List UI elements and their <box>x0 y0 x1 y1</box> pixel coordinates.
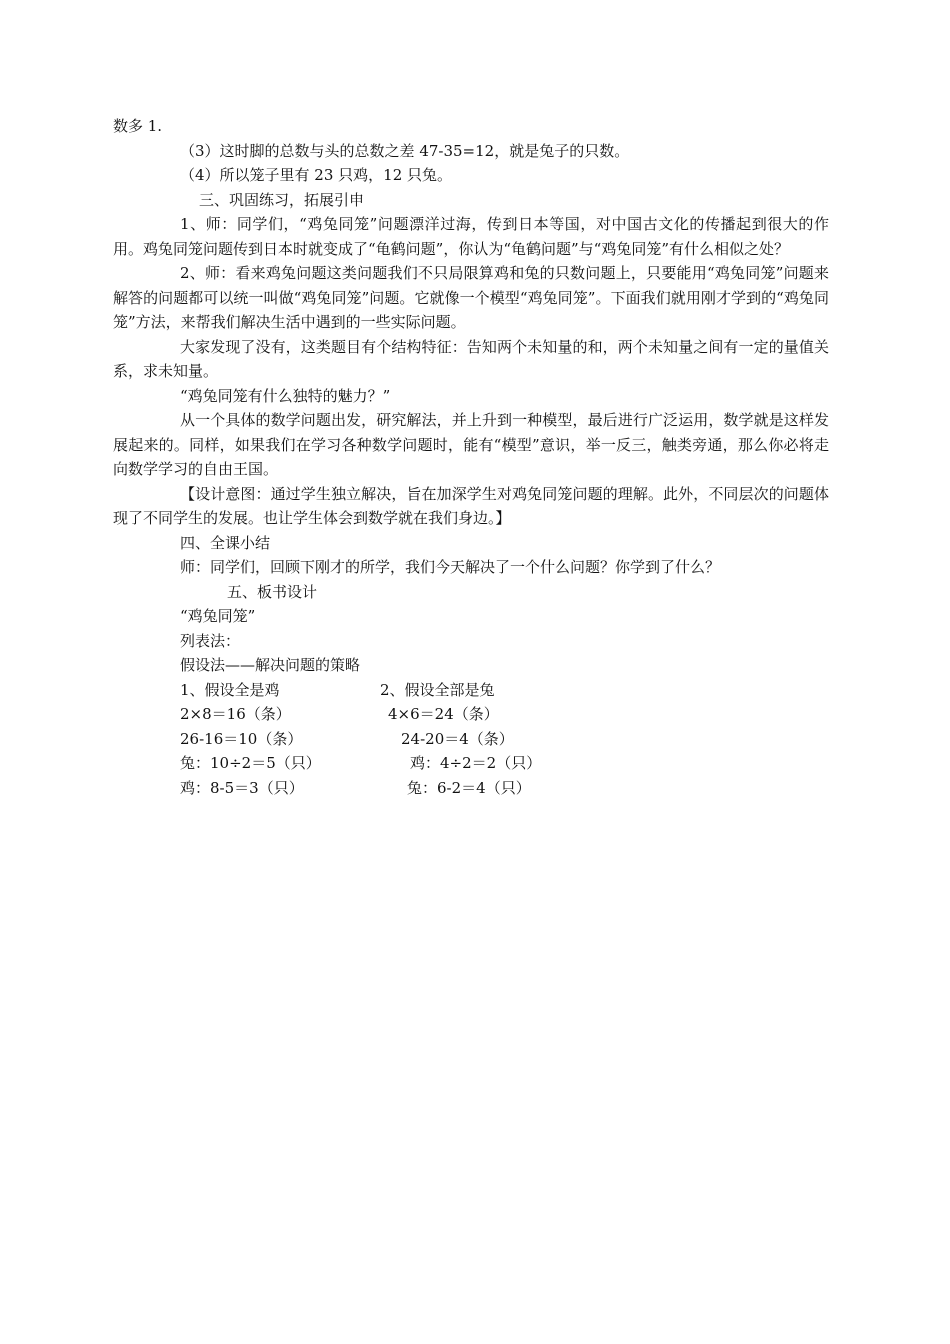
section-heading-5: 五、板书设计 <box>227 582 318 601</box>
section-heading-3: 三、巩固练习，拓展引申 <box>199 190 365 209</box>
board-row <box>113 678 829 703</box>
paragraph: 数多 1. <box>113 117 163 135</box>
board-row-left: 兔：10÷2＝5（只） <box>180 754 321 772</box>
paragraph: 1、师：同学们，“鸡兔同笼”问题漂洋过海，传到日本等国，对中国古文化的传播起到很大的作用。鸡兔同笼问题传到日本时就变成了“龟鹤问题”，你认为“龟鹤问题”与“鸡兔同笼”有什么相似之处？ <box>113 215 829 258</box>
board-row-left: 鸡：8-5＝3（只） <box>180 778 304 797</box>
board-row-left: 2×8＝16（条） <box>180 705 291 723</box>
step-3: （3）这时脚的总数与头的总数之差 47-35=12，就是兔子的只数。 <box>180 141 630 160</box>
board-row <box>113 751 829 776</box>
board-row-left: 1、假设全是鸡 <box>180 680 280 699</box>
document-body <box>113 114 829 800</box>
board-row <box>113 702 829 727</box>
paragraph: 从一个具体的数学问题出发，研究解法，并上升到一种模型，最后进行广泛运用，数学就是这样发展起来的。同样，如果我们在学习各种数学问题时，能有“模型”意识，举一反三，触类旁通，那么你必将走向数学学习的自由王国。 <box>113 411 829 478</box>
section-heading-4: 四、全课小结 <box>180 533 271 552</box>
board-row-right: 24-20＝4（条） <box>401 729 514 748</box>
board-row-left: 26-16＝10（条） <box>180 729 303 748</box>
design-intent-note: 【设计意图：通过学生独立解决，旨在加深学生对鸡兔同笼问题的理解。此外，不同层次的问题体现了不同学生的发展。也让学生体会到数学就在我们身边。】 <box>113 484 829 527</box>
paragraph: 师：同学们，回顾下刚才的所学，我们今天解决了一个什么问题？你学到了什么？ <box>180 558 721 576</box>
board-row-right: 2、假设全部是兔 <box>380 680 495 699</box>
board-line: 假设法——解决问题的策略 <box>180 656 361 674</box>
board-calculations <box>113 678 829 801</box>
paragraph: 大家发现了没有，这类题目有个结构特征：告知两个未知量的和，两个未知量之间有一定的量值关系，求未知量。 <box>113 337 829 380</box>
step-4: （4）所以笼子里有 23 只鸡，12 只兔。 <box>180 166 453 184</box>
board-row <box>113 727 829 752</box>
board-row-right: 兔：6-2＝4（只） <box>407 778 531 797</box>
board-row-right: 鸡：4÷2＝2（只） <box>410 754 542 772</box>
board-row-right: 4×6＝24（条） <box>388 705 499 723</box>
board-title: “鸡兔同笼” <box>180 607 256 625</box>
paragraph: 2、师：看来鸡兔问题这类问题我们不只局限算鸡和兔的只数问题上，只要能用“鸡兔同笼”问题来解答的问题都可以统一叫做“鸡兔同笼”问题。它就像一个模型“鸡兔同笼”。下面我们就用刚才学到的“鸡兔同笼”方法，来帮我们解决生活中遇到的一些实际问题。 <box>113 264 829 331</box>
quote: “鸡兔同笼有什么独特的魅力？” <box>180 386 391 405</box>
board-line: 列表法： <box>180 631 241 650</box>
board-row <box>113 776 829 801</box>
